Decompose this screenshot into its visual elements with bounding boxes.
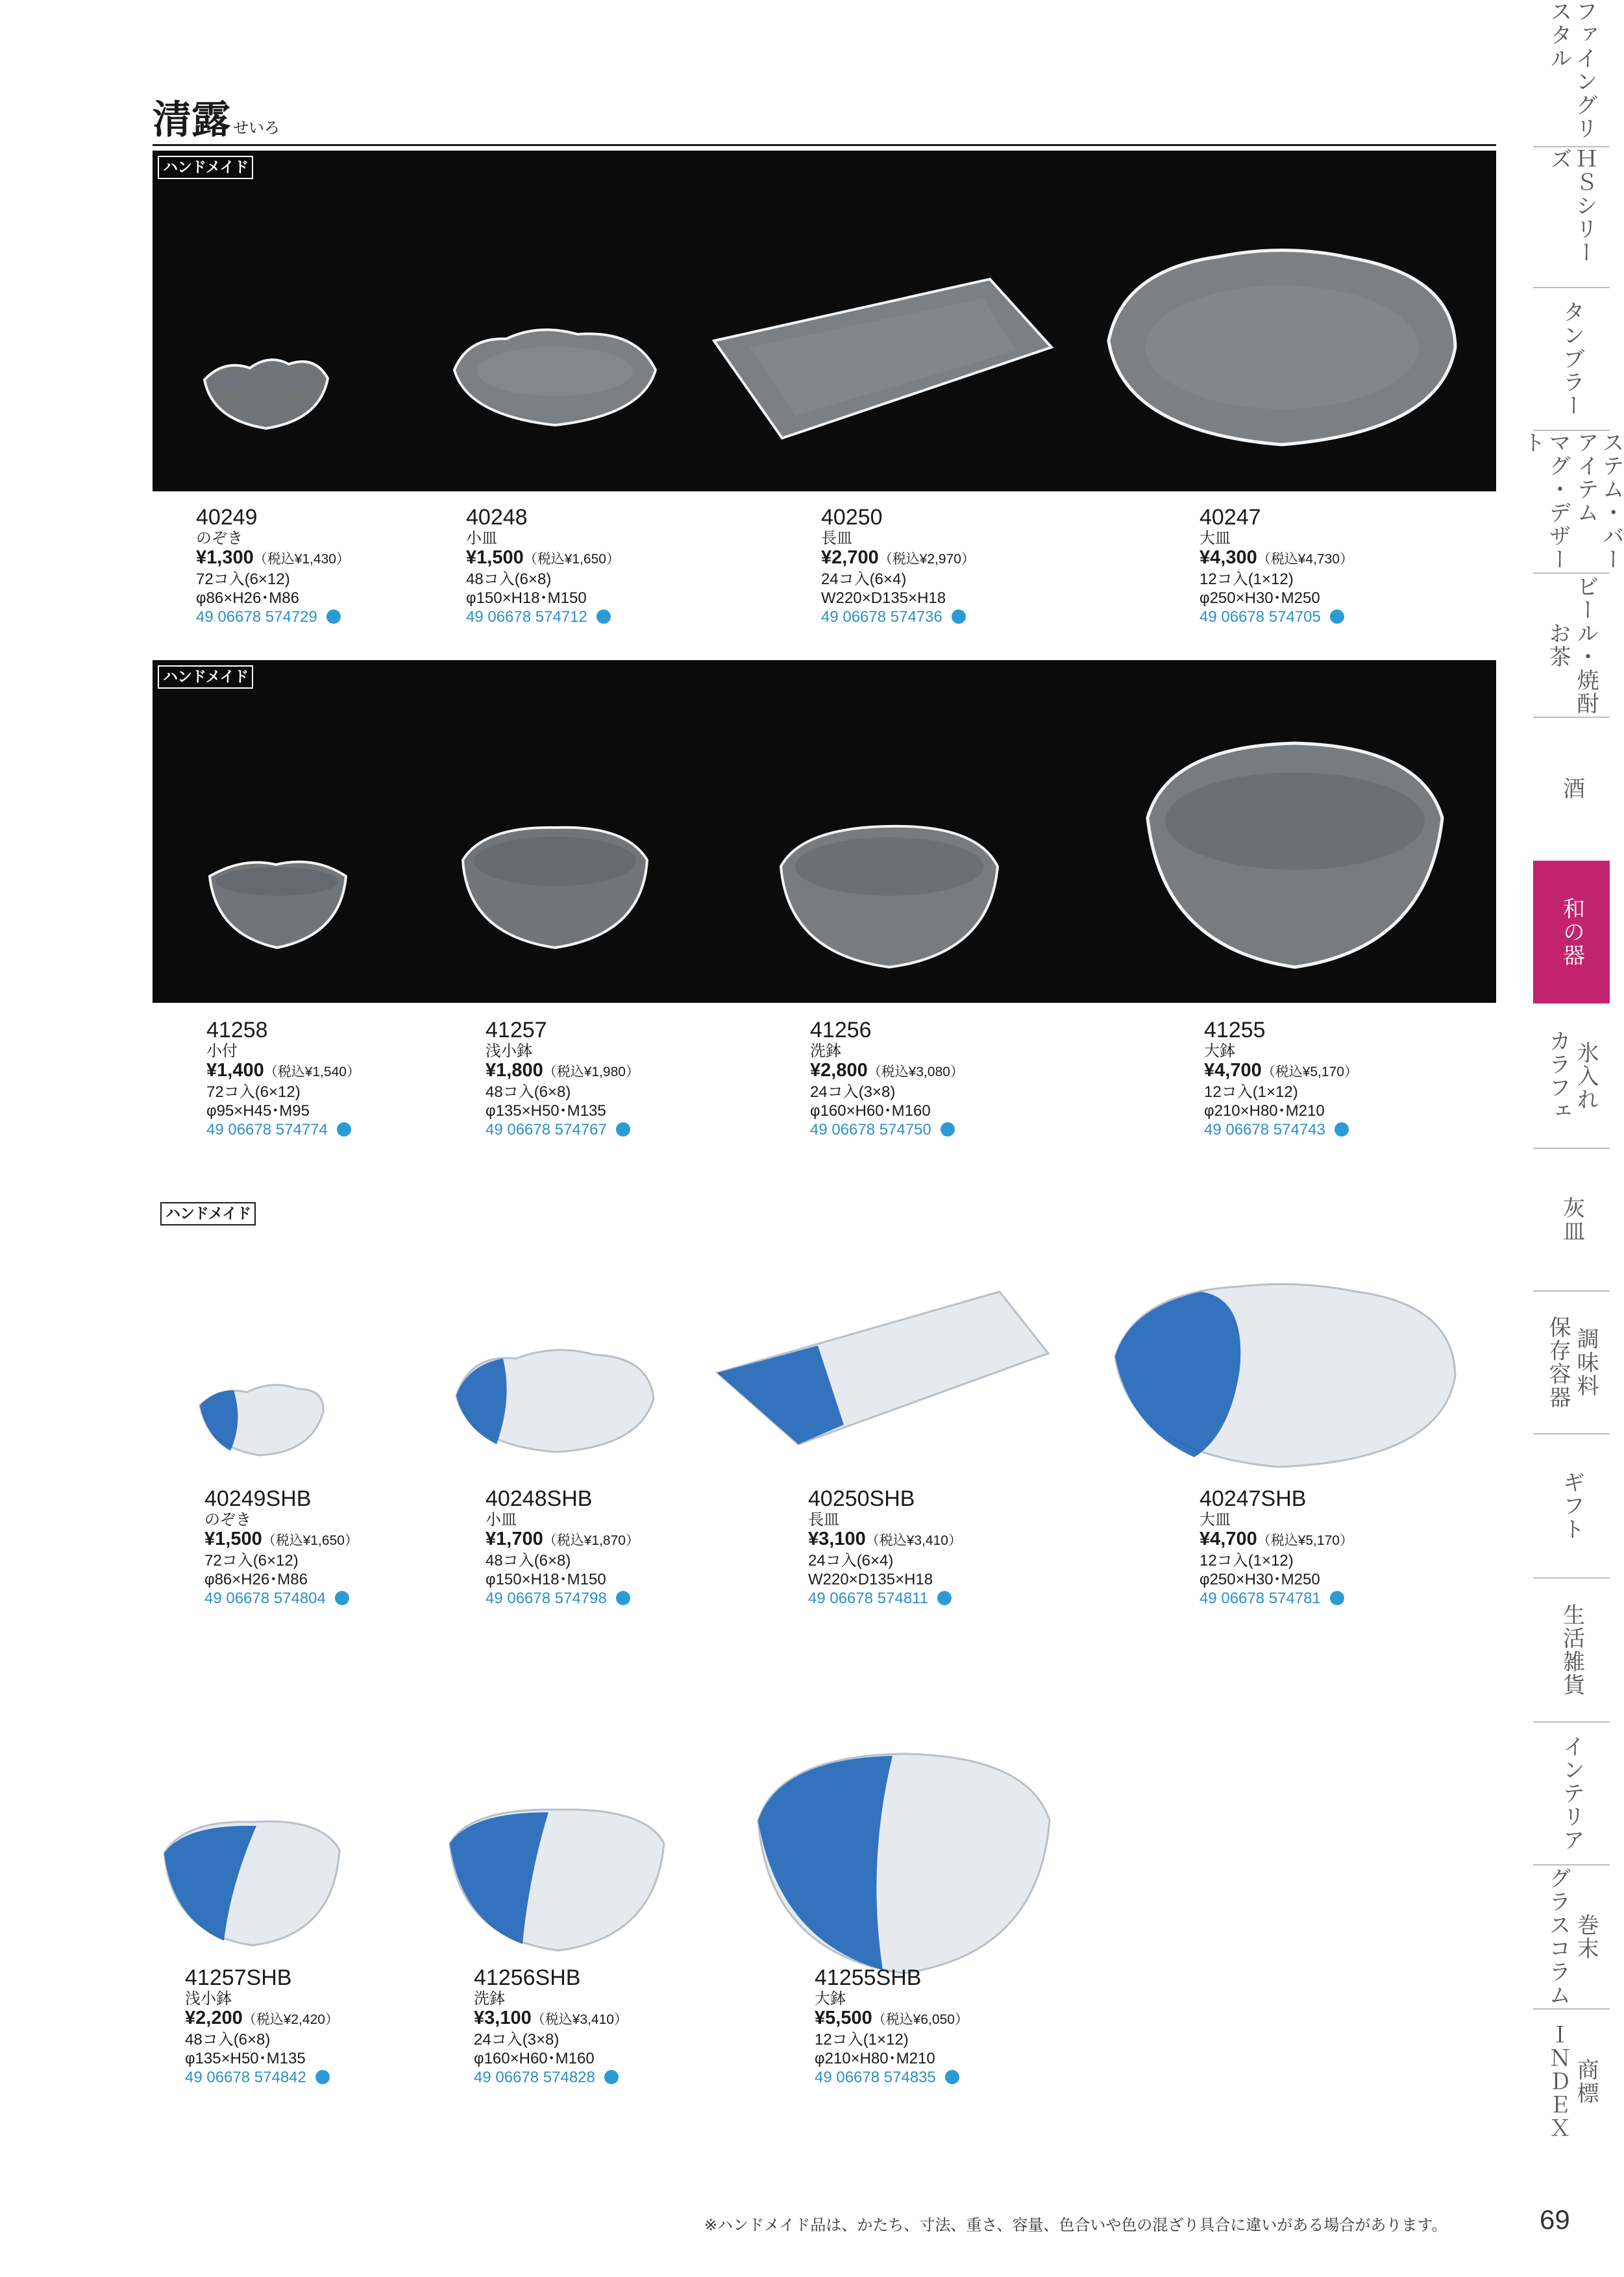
product-pack: 24コ入(3×8) bbox=[474, 2031, 560, 2049]
glass-bowl-41256SHB bbox=[445, 1798, 669, 1957]
glass-dish-40249SHB bbox=[195, 1376, 328, 1460]
index-tabs bbox=[1519, 0, 1624, 2140]
product-dims: φ150×H18･M150 bbox=[466, 589, 587, 607]
product-dims: φ210×H80･M210 bbox=[1204, 1102, 1325, 1120]
product-name: 小皿 bbox=[486, 1511, 517, 1529]
product-code: 41257 bbox=[486, 1018, 547, 1042]
product-pack: 12コ入(1×12) bbox=[1204, 1083, 1298, 1101]
tab-divider bbox=[1533, 1290, 1610, 1292]
page-title bbox=[153, 97, 280, 143]
product-pack: 72コ入(6×12) bbox=[204, 1552, 299, 1569]
product-name: 大皿 bbox=[1200, 530, 1231, 547]
tab-beer-shochu[interactable]: ビール・焼酎 お茶 bbox=[1545, 575, 1599, 715]
product-dims: φ86×H26･M86 bbox=[196, 589, 299, 607]
tab-divider bbox=[1533, 572, 1610, 574]
title-ruby: せいろ bbox=[233, 119, 280, 137]
product-pack: 48コ入(6×8) bbox=[486, 1552, 571, 1569]
tab-ice-carafe[interactable]: 氷入れ カラフェ bbox=[1545, 1029, 1599, 1123]
product-pack: 12コ入(1×12) bbox=[1200, 571, 1294, 588]
product-code: 41255 bbox=[1204, 1018, 1266, 1042]
product-name: のぞき bbox=[196, 530, 243, 547]
product-name: 浅小鉢 bbox=[185, 1990, 232, 2008]
jan-dot-icon bbox=[1335, 1122, 1349, 1137]
product-price: ¥5,500（税込¥6,050） bbox=[815, 2008, 968, 2028]
tab-hs-series[interactable]: ＨＳシリーズ bbox=[1546, 147, 1598, 264]
product-jan: 49 06678 574811 bbox=[808, 1589, 1146, 1608]
tab-glass-column[interactable]: 巻末 グラスコラム bbox=[1545, 1867, 1599, 2007]
product-dims: φ250×H30･M250 bbox=[1200, 1571, 1320, 1588]
jan-dot-icon bbox=[604, 2070, 619, 2084]
tab-household-goods[interactable]: 生活雑貨 bbox=[1558, 1603, 1585, 1697]
jan-dot-icon bbox=[1330, 609, 1344, 624]
jan-dot-icon bbox=[952, 609, 966, 624]
tab-divider bbox=[1533, 287, 1610, 288]
product-dims: φ95×H45･M95 bbox=[206, 1102, 310, 1120]
tab-divider bbox=[1533, 430, 1610, 431]
product-price: ¥2,200（税込¥2,420） bbox=[185, 2008, 339, 2028]
tab-divider bbox=[1533, 2008, 1610, 2010]
product-code: 40250 bbox=[821, 505, 883, 530]
product-name: 小付 bbox=[206, 1042, 238, 1060]
product-code: 40248SHB bbox=[486, 1486, 593, 1511]
product-name: のぞき bbox=[204, 1511, 251, 1529]
product-40250SHB bbox=[808, 1486, 1146, 1608]
product-jan: 49 06678 574781 bbox=[1200, 1589, 1537, 1608]
product-code: 41255SHB bbox=[815, 1965, 922, 1990]
product-code: 41256 bbox=[810, 1018, 872, 1042]
glass-large-plate-40247SHB bbox=[1110, 1279, 1460, 1473]
jan-dot-icon bbox=[616, 1591, 630, 1605]
tab-trademark-index[interactable]: 商標 ＩＮＤＥＸ bbox=[1545, 2023, 1599, 2140]
jan-dot-icon bbox=[326, 609, 341, 624]
tab-condiment-storage[interactable]: 調味料 保存容器 bbox=[1545, 1316, 1599, 1409]
product-code: 41257SHB bbox=[185, 1965, 292, 1990]
product-name: 洗鉢 bbox=[474, 1990, 505, 2008]
product-dims: φ210×H80･M210 bbox=[815, 2050, 935, 2067]
product-name: 大鉢 bbox=[1204, 1042, 1235, 1060]
product-jan: 49 06678 574767 bbox=[486, 1120, 823, 1140]
product-price: ¥1,300（税込¥1,430） bbox=[196, 547, 350, 568]
glass-bowl-41258 bbox=[204, 850, 351, 954]
product-41257SHB bbox=[185, 1965, 523, 2087]
glass-dish-40249 bbox=[198, 347, 334, 435]
tab-divider bbox=[1533, 1721, 1610, 1723]
product-40247SHB bbox=[1200, 1486, 1537, 1608]
jan-dot-icon bbox=[937, 1591, 952, 1605]
product-price: ¥4,300（税込¥4,730） bbox=[1200, 547, 1353, 568]
title-rule bbox=[153, 144, 1496, 146]
product-pack: 48コ入(6×8) bbox=[466, 571, 552, 588]
glass-bowl-41255SHB bbox=[753, 1746, 1055, 1980]
product-pack: 24コ入(3×8) bbox=[810, 1083, 896, 1101]
product-price: ¥3,100（税込¥3,410） bbox=[474, 2008, 628, 2028]
jan-dot-icon bbox=[597, 609, 611, 624]
product-jan: 49 06678 574736 bbox=[821, 608, 1159, 627]
product-jan: 49 06678 574729 bbox=[196, 608, 534, 627]
product-41255 bbox=[1204, 1018, 1542, 1140]
product-41255SHB bbox=[815, 1965, 1152, 2087]
tab-ashtray[interactable]: 灰皿 bbox=[1558, 1196, 1585, 1243]
footnote: ※ハンドメイド品は、かたち、寸法、重さ、容量、色合いや色の混ざり具合に違いがある場合があります。 bbox=[704, 2216, 1447, 2234]
product-41257 bbox=[486, 1018, 823, 1140]
product-dims: W220×D135×H18 bbox=[821, 589, 946, 607]
product-pack: 12コ入(1×12) bbox=[815, 2031, 909, 2049]
glass-bowl-41257 bbox=[458, 815, 652, 954]
product-code: 40247 bbox=[1200, 505, 1261, 530]
jan-dot-icon bbox=[335, 1591, 349, 1605]
product-jan: 49 06678 574774 bbox=[206, 1120, 544, 1140]
product-40250 bbox=[821, 505, 1159, 627]
tab-interior[interactable]: インテリア bbox=[1558, 1735, 1585, 1852]
product-price: ¥1,800（税込¥1,980） bbox=[486, 1060, 639, 1081]
product-pack: 12コ入(1×12) bbox=[1200, 1552, 1294, 1569]
product-dims: φ135×H50･M135 bbox=[486, 1102, 606, 1120]
product-name: 大鉢 bbox=[815, 1990, 846, 2008]
product-price: ¥4,700（税込¥5,170） bbox=[1204, 1060, 1358, 1081]
product-dims: W220×D135×H18 bbox=[808, 1571, 933, 1588]
product-name: 小皿 bbox=[466, 530, 497, 547]
tab-tumbler[interactable]: タンブラー bbox=[1558, 301, 1585, 417]
product-dims: φ160×H60･M160 bbox=[810, 1102, 931, 1120]
product-price: ¥3,100（税込¥3,410） bbox=[808, 1529, 962, 1549]
product-price: ¥1,500（税込¥1,650） bbox=[466, 547, 620, 568]
product-code: 40250SHB bbox=[808, 1486, 915, 1511]
product-price: ¥1,500（税込¥1,650） bbox=[204, 1529, 358, 1549]
tab-gift[interactable]: ギフト bbox=[1558, 1471, 1585, 1541]
product-dims: φ150×H18･M150 bbox=[486, 1571, 606, 1588]
handmade-badge: ハンドメイド bbox=[158, 156, 253, 179]
product-pack: 48コ入(6×8) bbox=[185, 2031, 271, 2049]
product-code: 40249SHB bbox=[204, 1486, 312, 1511]
product-price: ¥1,700（税込¥1,870） bbox=[486, 1529, 639, 1549]
product-40248 bbox=[466, 505, 804, 627]
product-40248SHB bbox=[486, 1486, 823, 1608]
tab-divider bbox=[1533, 146, 1610, 147]
product-price: ¥2,700（税込¥2,970） bbox=[821, 547, 975, 568]
tab-sake[interactable]: 酒 bbox=[1558, 777, 1585, 800]
product-jan: 49 06678 574835 bbox=[815, 2068, 1152, 2087]
jan-dot-icon bbox=[1330, 1591, 1344, 1605]
product-dims: φ250×H30･M250 bbox=[1200, 589, 1320, 607]
glass-plate-40248SHB bbox=[451, 1340, 659, 1460]
jan-dot-icon bbox=[337, 1122, 351, 1137]
product-dims: φ160×H60･M160 bbox=[474, 2050, 595, 2067]
product-jan: 49 06678 574804 bbox=[204, 1589, 542, 1608]
jan-dot-icon bbox=[616, 1122, 630, 1137]
product-jan: 49 06678 574743 bbox=[1204, 1120, 1542, 1140]
jan-dot-icon bbox=[315, 2070, 330, 2084]
product-price: ¥4,700（税込¥5,170） bbox=[1200, 1529, 1353, 1549]
glass-plate-40248 bbox=[448, 318, 662, 438]
product-code: 41256SHB bbox=[474, 1965, 581, 1990]
glass-long-plate-40250SHB bbox=[714, 1288, 1052, 1451]
product-pack: 72コ入(6×12) bbox=[206, 1083, 301, 1101]
product-price: ¥2,800（税込¥3,080） bbox=[810, 1060, 964, 1081]
product-jan: 49 06678 574842 bbox=[185, 2068, 523, 2087]
product-code: 40248 bbox=[466, 505, 528, 530]
jan-dot-icon bbox=[941, 1122, 955, 1137]
product-41256 bbox=[810, 1018, 1148, 1140]
product-code: 41258 bbox=[206, 1018, 268, 1042]
glass-long-plate-40250 bbox=[711, 276, 1055, 451]
product-40247 bbox=[1200, 505, 1537, 627]
tab-divider bbox=[1533, 717, 1610, 718]
title-main: 清露 bbox=[153, 97, 230, 143]
product-jan: 49 06678 574798 bbox=[486, 1589, 823, 1608]
handmade-badge: ハンドメイド bbox=[158, 665, 253, 689]
tab-divider bbox=[1533, 1148, 1610, 1149]
product-jan: 49 06678 574750 bbox=[810, 1120, 1148, 1140]
glass-bowl-41255 bbox=[1142, 733, 1447, 974]
product-code: 40249 bbox=[196, 505, 258, 530]
product-pack: 48コ入(6×8) bbox=[486, 1083, 571, 1101]
product-pack: 24コ入(6×4) bbox=[821, 571, 907, 588]
page-number: 69 bbox=[1540, 2204, 1570, 2235]
product-price: ¥1,400（税込¥1,540） bbox=[206, 1060, 360, 1081]
glass-bowl-41257SHB bbox=[159, 1808, 344, 1954]
product-name: 長皿 bbox=[808, 1511, 839, 1529]
product-jan: 49 06678 574828 bbox=[474, 2068, 811, 2087]
product-pack: 72コ入(6×12) bbox=[196, 571, 290, 588]
handmade-badge: ハンドメイド bbox=[160, 1202, 256, 1225]
product-dims: φ135×H50･M135 bbox=[185, 2050, 306, 2067]
product-41256SHB bbox=[474, 1965, 811, 2087]
tab-divider bbox=[1533, 1864, 1610, 1865]
tab-japanese-ware[interactable]: 和の器 bbox=[1533, 861, 1610, 1003]
glass-bowl-41256 bbox=[776, 815, 1003, 974]
glass-large-plate-40247 bbox=[1103, 243, 1460, 458]
tab-fine-crystal[interactable]: ファイングリスタル bbox=[1546, 0, 1598, 140]
product-dims: φ86×H26･M86 bbox=[204, 1571, 308, 1588]
tab-stem-bar-items[interactable]: ステム・バーアイテム マグ・デザート bbox=[1519, 431, 1624, 571]
product-pack: 24コ入(6×4) bbox=[808, 1552, 894, 1569]
product-name: 長皿 bbox=[821, 530, 852, 547]
product-name: 浅小鉢 bbox=[486, 1042, 532, 1060]
product-jan: 49 06678 574712 bbox=[466, 608, 804, 627]
jan-dot-icon bbox=[945, 2070, 959, 2084]
product-jan: 49 06678 574705 bbox=[1200, 608, 1537, 627]
product-name: 大皿 bbox=[1200, 1511, 1231, 1529]
product-code: 40247SHB bbox=[1200, 1486, 1307, 1511]
tab-divider bbox=[1533, 1433, 1610, 1434]
tab-divider bbox=[1533, 1577, 1610, 1579]
product-name: 洗鉢 bbox=[810, 1042, 841, 1060]
